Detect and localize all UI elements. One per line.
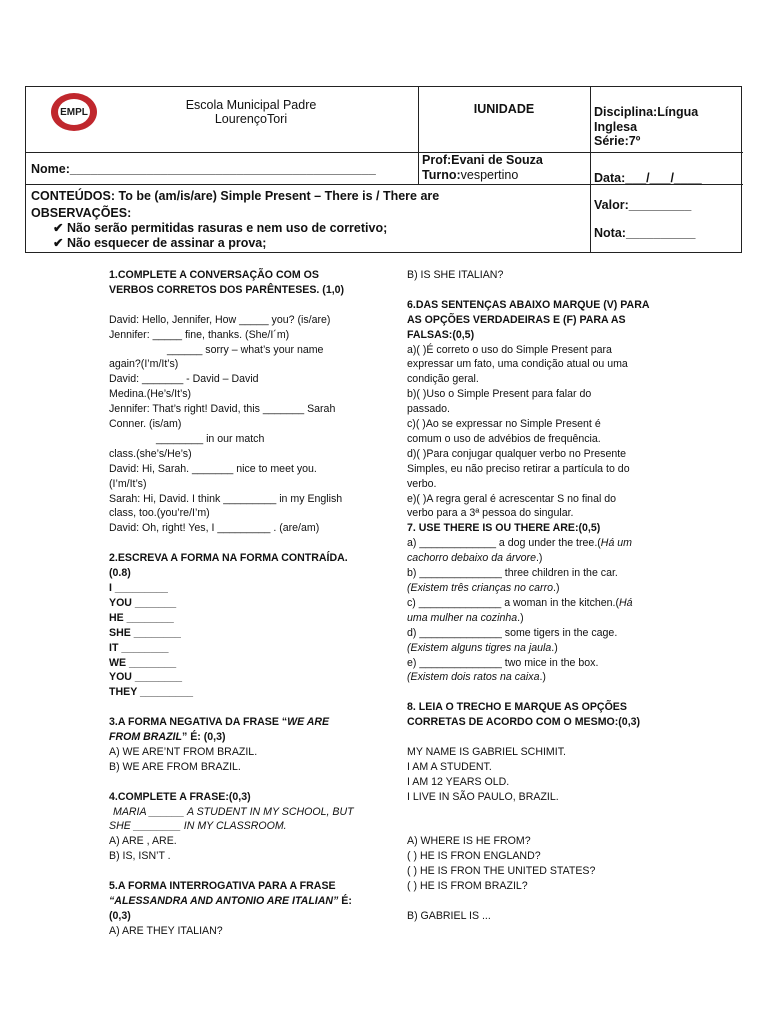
grade-label: Série:7º bbox=[594, 134, 641, 148]
sub-question-a: A) WHERE IS HE FROM? bbox=[407, 835, 531, 848]
reading-line: I AM 12 YEARS OLD. bbox=[407, 775, 510, 788]
dialogue-line: ________ in our match bbox=[156, 432, 265, 445]
dialogue-line: Sarah: Hi, David. I think _________ in my English bbox=[109, 492, 343, 505]
choice-item: ( ) HE IS FRON ENGLAND? bbox=[407, 850, 541, 863]
statement-line: c)( )Ao se expressar no Simple Present é bbox=[407, 418, 601, 431]
there-line: uma mulher na cozinha.) bbox=[407, 611, 524, 624]
question-5-title: 5.A FORMA INTERROGATIVA PARA A FRASE bbox=[109, 880, 336, 893]
pronoun-item: THEY _________ bbox=[109, 686, 194, 699]
exam-header bbox=[25, 86, 742, 253]
question-7-title: 7. USE THERE IS OU THERE ARE:(0,5) bbox=[407, 522, 601, 535]
teacher-name: Prof:Evani de Souza bbox=[422, 153, 543, 167]
dialogue-line: Medina.(He’s/It’s) bbox=[109, 388, 192, 401]
statement-line: expressar um fato, uma condição atual ou uma bbox=[407, 358, 628, 371]
unit-label: IUNIDADE bbox=[473, 102, 535, 116]
dialogue-line: David: _______ - David – David bbox=[109, 373, 259, 386]
left-column: 1.COMPLETE A CONVERSAÇÃO COM OS VERBOS CORRETOS DOS PARÊNTESES. (1,0) David: Hello, Jennifer, How _____ you? (is/are) Jennifer: _____ fine, thanks. (She/I´m) ______ sorry – what’s your name again?(I’m/It’s) David: _______ - David – David Medina.(He’s/It’s) Jennifer: That’s right! David, this _______ Sarah Conner. (is/am) ________ in our match class.(she’s/He’s) David: Hi, Sarah. _______ nice to meet you. (I’m/It’s) Sarah: Hi, David. I think _________ in my English class, too.(you’re/I’m) David: Oh, right! Yes, I _________ . (are/am) 2.ESCREVA A FORMA NA FORMA CONTRAÍDA. (0.8) I _________ YOU _______ HE ________ SHE ________ IT ________ WE ________ YOU ________ THEY _________ 3.A FORMA NEGATIVA DA FRASE “WE ARE FROM BRAZIL” É: (0,3) A) WE ARE’NT FROM BRAZIL. B) WE ARE FROM BRAZIL. 4.COMPLETE A FRASE:(0,3) MARIA ______ A STUDENT IN MY SCHOOL, BUT SHE ________ IN MY CLASSROOM. A) ARE , ARE. B) IS, ISN’T . 5.A FORMA INTERROGATIVA PARA A FRASE “ALESSANDRA AND ANTONIO ARE ITALIAN” É: (0,3) A) ARE THEY ITALIAN? bbox=[109, 268, 394, 939]
question-1-title: 1.COMPLETE A CONVERSAÇÃO COM OS bbox=[109, 269, 319, 281]
observation-1: Não serão permitidas rasuras e nem uso de corretivo; bbox=[67, 221, 388, 235]
dialogue-line: (I’m/It’s) bbox=[109, 477, 147, 490]
dialogue-line: Conner. (is/am) bbox=[109, 418, 182, 431]
statement-line: d)( )Para conjugar qualquer verbo no Presente bbox=[407, 447, 627, 460]
there-line: cachorro debaixo da árvore.) bbox=[407, 552, 543, 565]
there-line: d) ______________ some tigers in the cage. bbox=[407, 626, 618, 639]
there-line: (Existem três crianças no carro.) bbox=[407, 582, 560, 595]
dialogue-line: David: Hi, Sarah. _______ nice to meet you. bbox=[109, 462, 317, 475]
option-b: B) WE ARE FROM BRAZIL. bbox=[109, 760, 241, 773]
there-line: a) _____________ a dog under the tree.(Há um bbox=[407, 537, 632, 550]
school-name-line1: Escola Municipal Padre bbox=[185, 98, 317, 112]
option-b: B) IS, ISN’T . bbox=[109, 850, 171, 863]
statement-line: verbo. bbox=[407, 477, 437, 490]
question-6-title: 6.DAS SENTENÇAS ABAIXO MARQUE (V) PARA bbox=[407, 298, 650, 311]
dialogue-line: ______ sorry – what’s your name bbox=[167, 343, 324, 356]
discipline-line2: Inglesa bbox=[594, 119, 638, 134]
pronoun-item: IT ________ bbox=[109, 641, 169, 654]
check-icon: ✔ bbox=[53, 236, 64, 250]
dialogue-line: again?(I’m/It’s) bbox=[109, 358, 179, 371]
reading-line: I LIVE IN SÃO PAULO, BRAZIL. bbox=[407, 790, 559, 803]
dialogue-line: class.(she’s/He’s) bbox=[109, 447, 192, 460]
pronoun-item: YOU _______ bbox=[109, 596, 177, 609]
reading-line: MY NAME IS GABRIEL SCHIMIT. bbox=[407, 745, 566, 758]
sub-question-b: B) GABRIEL IS ... bbox=[407, 909, 491, 922]
statement-line: comum o uso de advébios de frequência. bbox=[407, 432, 601, 445]
pronoun-item: WE ________ bbox=[109, 656, 177, 669]
question-4-title: 4.COMPLETE A FRASE:(0,3) bbox=[109, 790, 251, 803]
contents-line: CONTEÚDOS: To be (am/is/are) Simple Present – There is / There are bbox=[31, 189, 440, 203]
value-field[interactable]: Valor:_________ bbox=[594, 198, 692, 212]
statement-line: e)( )A regra geral é acrescentar S no final do bbox=[407, 492, 617, 505]
statement-line: b)( )Uso o Simple Present para falar do bbox=[407, 388, 592, 401]
score-field[interactable]: Nota:__________ bbox=[594, 226, 696, 240]
statement-line: Simples, eu não preciso retirar a partícula to do bbox=[407, 462, 630, 475]
choice-item: ( ) HE IS FROM BRAZIL? bbox=[407, 880, 528, 893]
svg-text:EMPL: EMPL bbox=[60, 107, 88, 118]
option-a: A) ARE THEY ITALIAN? bbox=[109, 924, 223, 937]
dialogue-line: class, too.(you’re/I’m) bbox=[109, 507, 210, 520]
pronoun-item: SHE ________ bbox=[109, 626, 181, 639]
check-icon: ✔ bbox=[53, 221, 64, 235]
statement-line: a)( )É correto o uso do Simple Present para bbox=[407, 343, 612, 356]
sentence-line: SHE ________ IN MY CLASSROOM. bbox=[109, 820, 287, 833]
dialogue-line: Jennifer: _____ fine, thanks. (She/I´m) bbox=[109, 328, 290, 341]
there-line: c) ______________ a woman in the kitchen.(Há bbox=[407, 596, 633, 609]
statement-line: passado. bbox=[407, 403, 450, 416]
there-line: (Existem alguns tigres na jaula.) bbox=[407, 641, 558, 654]
question-8-title: 8. LEIA O TRECHO E MARQUE AS OPÇÕES bbox=[407, 701, 627, 714]
question-3-title: 3.A FORMA NEGATIVA DA FRASE “WE ARE bbox=[109, 716, 330, 729]
shift-label: Turno: bbox=[422, 168, 461, 182]
shift-value: vespertino bbox=[460, 168, 519, 182]
observations-title: OBSERVAÇÕES: bbox=[31, 206, 132, 220]
option-a: A) ARE , ARE. bbox=[109, 835, 177, 848]
discipline-line1: Disciplina:Língua bbox=[594, 105, 699, 119]
there-line: b) ______________ three children in the car. bbox=[407, 567, 618, 580]
observation-2: Não esquecer de assinar a prova; bbox=[67, 236, 267, 250]
sentence-line: MARIA ______ A STUDENT IN MY SCHOOL, BUT bbox=[113, 805, 354, 818]
reading-line: I AM A STUDENT. bbox=[407, 760, 492, 773]
dialogue-line: David: Oh, right! Yes, I _________ . (are/am) bbox=[109, 522, 320, 535]
there-line: e) ______________ two mice in the box. bbox=[407, 656, 599, 669]
school-logo bbox=[50, 92, 98, 132]
pronoun-item: HE ________ bbox=[109, 611, 174, 624]
right-column: B) IS SHE ITALIAN? 6.DAS SENTENÇAS ABAIXO MARQUE (V) PARA AS OPÇÕES VERDADEIRAS E (F) PARA AS FALSAS:(0,5) a)( )É correto o uso do Simple Present para expressar um fato, uma condição atual ou uma condição geral. b)( )Uso o Simple Present para falar do passado. c)( )Ao se expressar no Simple Present é comum o uso de advébios de frequência. d)( )Para conjugar qualquer verbo no Presente Simples, eu não preciso retirar a partícula to do verbo. e)( )A regra geral é acrescentar S no final do verbo para a 3ª pessoa do singular. 7. USE THERE IS OU THERE ARE:(0,5) a) _____________ a dog under the tree.(Há um cachorro debaixo da árvore.) b) ______________ three children in the car. (Existem três crianças no carro.) c) ______________ a woman in the kitchen.(Há uma mulher na cozinha.) d) ______________ some tigers in the cage. (Existem alguns tigres na jaula.) e) ______________ two mice in the box. (Existem dois ratos na caixa.) 8. LEIA O TRECHO E MARQUE AS OPÇÕES CORRETAS DE ACORDO COM O MESMO:(0,3) MY NAME IS GABRIEL SCHIMIT. I AM A STUDENT. I AM 12 YEARS OLD. I LIVE IN SÃO PAULO, BRAZIL. A) WHERE IS HE FROM? ( ) HE IS FRON ENGLAND? ( ) HE IS FRON THE UNITED STATES? ( ) HE IS FROM BRAZIL? B) GABRIEL IS ... bbox=[407, 268, 707, 924]
pronoun-item: I _________ bbox=[109, 582, 168, 594]
choice-item: ( ) HE IS FRON THE UNITED STATES? bbox=[407, 865, 596, 878]
option-a: A) WE ARE’NT FROM BRAZIL. bbox=[109, 745, 258, 758]
school-name-line2: LourençoTori bbox=[214, 112, 288, 126]
pronoun-item: YOU ________ bbox=[109, 671, 183, 684]
dialogue-line: David: Hello, Jennifer, How _____ you? (is/are) bbox=[109, 313, 331, 326]
option-b: B) IS SHE ITALIAN? bbox=[407, 269, 504, 281]
question-2-title: 2.ESCREVA A FORMA NA FORMA CONTRAÍDA. bbox=[109, 552, 348, 565]
dialogue-line: Jennifer: That’s right! David, this _______ Sarah bbox=[109, 403, 336, 416]
statement-line: condição geral. bbox=[407, 373, 479, 386]
statement-line: verbo para a 3ª pessoa do singular. bbox=[407, 507, 574, 520]
date-field[interactable]: Data:___/___/____ bbox=[594, 171, 702, 185]
name-field[interactable]: Nome:____________________________________________ bbox=[31, 162, 376, 176]
there-line: (Existem dois ratos na caixa.) bbox=[407, 671, 546, 684]
